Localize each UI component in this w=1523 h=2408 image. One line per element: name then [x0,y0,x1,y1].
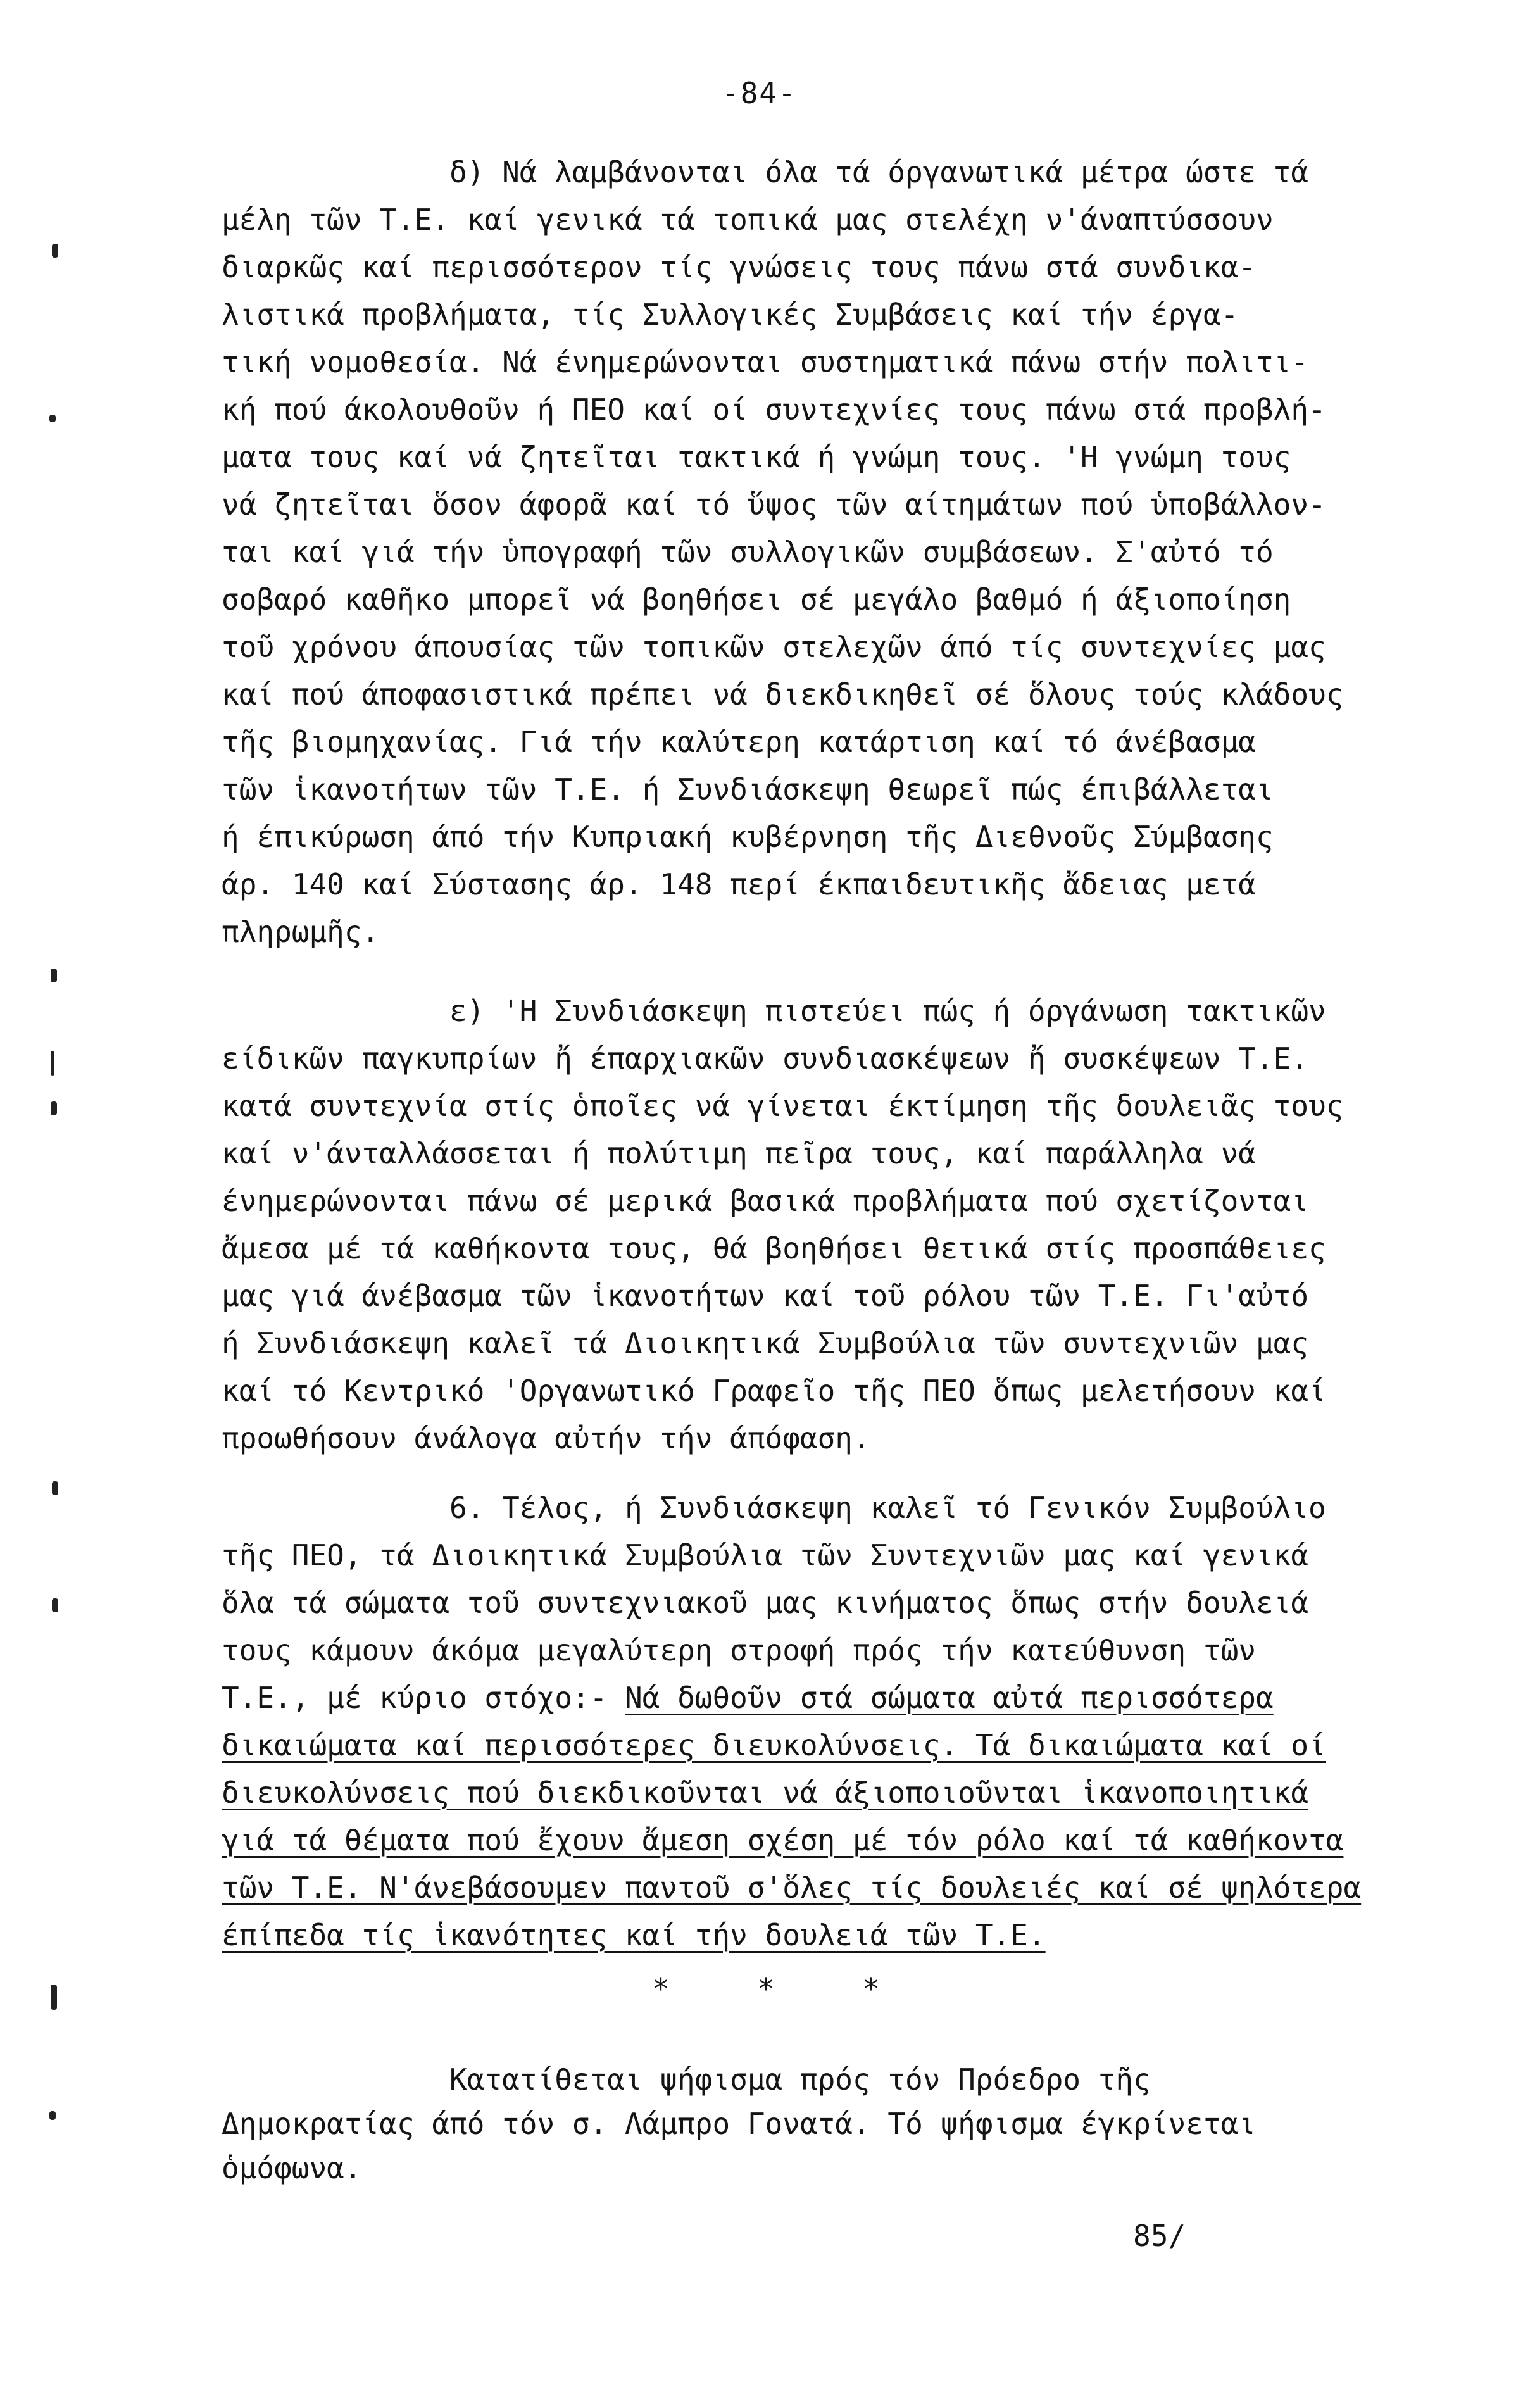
text-line: ὅλα τά σώματα τοῦ συντεχνιακοῦ μας κινήματος ὅπως στήν δουλειά [222,1586,1309,1620]
text-line: ε) 'Η Συνδιάσκεψη πιστεύει πώς ή όργάνωση τακτικῶν [449,994,1326,1028]
text-line: τῆς βιομηχανίας. Γιά τήν καλύτερη κατάρτιση καί τό άνέβασμα [222,725,1256,759]
scan-speck [51,969,57,982]
text-line: καί τό Κεντρικό 'Οργανωτικό Γραφεῖο τῆς ΠΕΟ ὅπως μελετήσουν καί [222,1374,1326,1408]
underlined-text: δικαιώματα καί περισσότερες διευκολύνσεις. Τά δικαιώματα καί οί [222,1728,1326,1762]
text-segment: Τ.Ε., μέ κύριο στόχο:- [222,1681,625,1715]
text-line: δ) Νά λαμβάνονται όλα τά όργανωτικά μέτρα ώστε τά [449,155,1309,189]
text-line: λιστικά προβλήματα, τίς Συλλογικές Συμβάσεις καί τήν έργα- [222,298,1239,332]
paragraph-e [222,988,1456,1462]
section-separator: * * * [652,1972,881,2006]
text-line: 6. Τέλος, ή Συνδιάσκεψη καλεῖ τό Γενικόν Συμβούλιο [449,1491,1326,1525]
scan-speck [52,1481,58,1495]
text-line: διαρκῶς καί περισσότερον τίς γνώσεις τους πάνω στά συνδικα- [222,250,1256,284]
text-line: σοβαρό καθῆκο μπορεῖ νά βοηθήσει σέ μεγάλο βαθμό ή άξιοποίηση [222,582,1291,617]
underlined-text: Νά δωθοῦν στά σώματα αὐτά περισσότερα [624,1681,1274,1715]
underlined-line [222,1864,1456,1912]
underlined-text: τῶν Τ.Ε. Ν'άνεβάσουμεν παντοῦ σ'ὅλες τίς δουλειές καί σέ ψηλότερα [222,1871,1362,1905]
text-line: Δημοκρατίας άπό τόν σ. Λάμπρο Γονατά. Τό ψήφισμα έγκρίνεται [222,2107,1256,2141]
text-line: τῶν ἱκανοτήτων τῶν Τ.Ε. ή Συνδιάσκεψη θεωρεῖ πώς έπιβάλλεται [222,772,1274,806]
underlined-text: έπίπεδα τίς ἱκανότητες καί τήν δουλειά τῶν Τ.Ε. [222,1918,1046,1952]
text-line: ὁμόφωνα. [222,2151,362,2185]
text-line: ἄμεσα μέ τά καθήκοντα τους, θά βοηθήσει θετικά στίς προσπάθειες [222,1231,1326,1265]
text-line: κή πού άκολουθοῦν ή ΠΕΟ καί οί συντεχνίες τους πάνω στά προβλή- [222,392,1326,427]
underlined-line [222,1769,1456,1817]
scan-speck [49,2111,56,2120]
text-line: μας γιά άνέβασμα τῶν ἱκανοτήτων καί τοῦ ρόλου τῶν Τ.Ε. Γι'αὐτό [222,1279,1309,1313]
text-line: άρ. 140 καί Σύστασης άρ. 148 περί έκπαιδευτικῆς ἄδειας μετά [222,867,1256,901]
closing-note [222,2057,1424,2190]
underlined-line [222,1912,1456,1959]
underlined-text: διευκολύνσεις πού διεκδικοῦνται νά άξιοποιοῦνται ἱκανοποιητικά [222,1776,1309,1810]
text-line: πληρωμῆς. [222,915,380,949]
scan-speck [51,1051,54,1076]
text-line: καί ν'άνταλλάσσεται ή πολύτιμη πεῖρα τους, καί παράλληλα νά [222,1136,1256,1170]
text-line: τοῦ χρόνου άπουσίας τῶν τοπικῶν στελεχῶν άπό τίς συντεχνίες μας [222,630,1326,664]
text-line: νά ζητεῖται ὅσον άφορᾶ καί τό ὕψος τῶν αίτημάτων πού ὑποβάλλον- [222,487,1326,522]
underlined-line [222,1817,1456,1864]
paragraph-d [222,149,1456,956]
scan-speck [49,415,56,422]
text-line: μέλη τῶν Τ.Ε. καί γενικά τά τοπικά μας στελέχη ν'άναπτύσσουν [222,203,1274,237]
scan-speck [51,1985,57,2010]
text-line: είδικῶν παγκυπρίων ἤ έπαρχιακῶν συνδιασκέψεων ἤ συσκέψεων Τ.Ε. [222,1041,1309,1075]
underlined-text: γιά τά θέματα πού ἔχουν ἄμεση σχέση μέ τόν ρόλο καί τά καθήκοντα [222,1823,1344,1857]
text-line: προωθήσουν άνάλογα αὐτήν τήν άπόφαση. [222,1421,870,1455]
text-line: τους κάμουν άκόμα μεγαλύτερη στροφή πρός τήν κατεύθυνση τῶν [222,1633,1256,1667]
continuation-page-marker: 85/ [1133,2219,1186,2253]
text-line [222,1674,1456,1722]
page-number: -84- [722,76,797,110]
text-line: ματα τους καί νά ζητεῖται τακτικά ή γνώμη τους. 'Η γνώμη τους [222,440,1291,474]
scan-speck [52,244,58,258]
scan-speck [51,1101,57,1115]
underlined-line [222,1722,1456,1769]
text-line: ται καί γιά τήν ὑπογραφή τῶν συλλογικῶν συμβάσεων. Σ'αὐτό τό [222,535,1274,569]
text-line: κατά συντεχνία στίς ὁποῖες νά γίνεται έκτίμηση τῆς δουλειᾶς τους [222,1089,1344,1123]
text-line: τική νομοθεσία. Νά ένημερώνονται συστηματικά πάνω στήν πολιτι- [222,345,1309,379]
scan-speck [52,1598,58,1612]
text-line: ή έπικύρωση άπό τήν Κυπριακή κυβέρνηση τῆς Διεθνοῦς Σύμβασης [222,820,1274,854]
text-line: Κατατίθεται ψήφισμα πρός τόν Πρόεδρο τῆς [449,2062,1151,2097]
text-line: ή Συνδιάσκεψη καλεῖ τά Διοικητικά Συμβούλια τῶν συντεχνιῶν μας [222,1326,1309,1360]
text-line: καί πού άποφασιστικά πρέπει νά διεκδικηθεῖ σέ ὅλους τούς κλάδους [222,677,1344,712]
paragraph-6 [222,1484,1456,1959]
text-line: ένημερώνονται πάνω σέ μερικά βασικά προβλήματα πού σχετίζονται [222,1184,1309,1218]
text-line: τῆς ΠΕΟ, τά Διοικητικά Συμβούλια τῶν Συντεχνιῶν μας καί γενικά [222,1538,1309,1572]
